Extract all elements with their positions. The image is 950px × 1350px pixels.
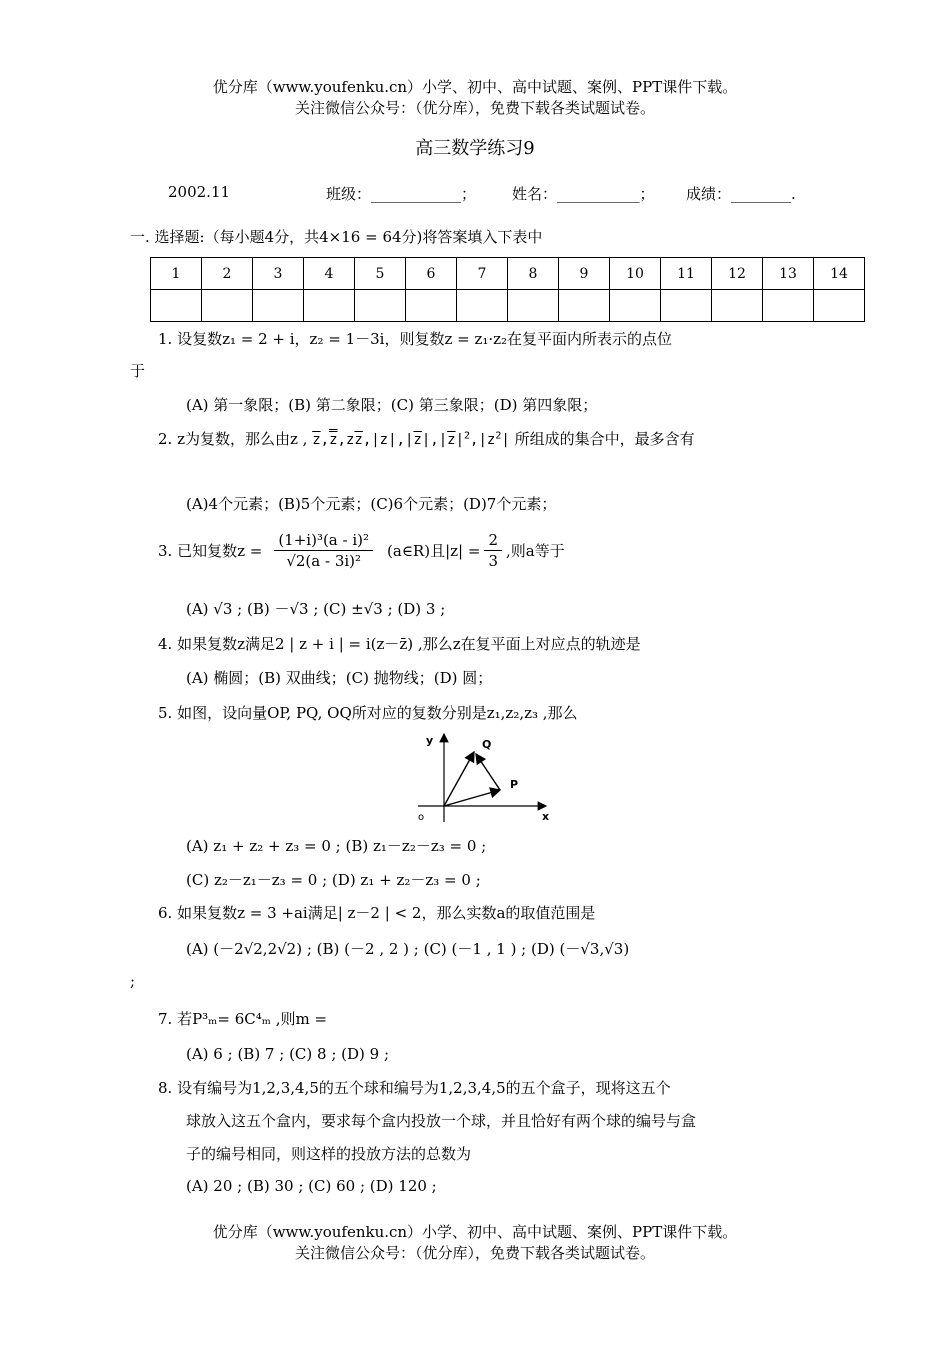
- answer-cell[interactable]: [610, 290, 661, 322]
- answer-col-header: 8: [508, 258, 559, 290]
- q3-suffix: ,则a等于: [505, 542, 565, 560]
- q3-frac-num: 2: [484, 530, 502, 551]
- q3-prefix: 3. 已知复数z =: [158, 542, 263, 560]
- answer-col-header: 4: [304, 258, 355, 290]
- q3-numerator: (1+i)³(a - i)²: [274, 530, 373, 551]
- q3-denominator: √2(a - 3i)²: [286, 552, 362, 570]
- answer-input-row: [151, 290, 865, 322]
- answer-cell[interactable]: [508, 290, 559, 322]
- q3-fraction-small: [484, 530, 502, 571]
- q2-suffix: 所组成的集合中，最多含有: [514, 430, 695, 448]
- q1-stem: 1. 设复数z₁ = 2 + i，z₂ = 1－3i，则复数z = z₁·z₂在复平面内所表示的点位: [158, 330, 673, 348]
- fig-label-q: Q: [482, 738, 492, 751]
- vector-pq: [476, 754, 500, 790]
- q8-stem-2: 球放入这五个盒内，要求每个盒内投放一个球，并且恰好有两个球的编号与盒: [186, 1112, 697, 1130]
- fig-label-x: x: [542, 810, 550, 823]
- fig-label-o: o: [418, 812, 425, 823]
- answer-col-header: 9: [559, 258, 610, 290]
- q4-options: (A) 椭圆；(B) 双曲线；(C) 抛物线；(D) 圆；: [186, 669, 493, 687]
- answer-col-header: 6: [406, 258, 457, 290]
- q2-stem: [158, 428, 695, 449]
- q5-options-b: (C) z₂－z₁－z₃ = 0 ; (D) z₁ + z₂－z₃ = 0 ;: [186, 871, 481, 889]
- answer-cell[interactable]: [712, 290, 763, 322]
- q3-frac-den: 3: [488, 552, 498, 570]
- answer-cell[interactable]: [763, 290, 814, 322]
- answer-col-header: 13: [763, 258, 814, 290]
- answer-col-header: 12: [712, 258, 763, 290]
- section-heading: 一. 选择题:（每小题4分，共4×16 = 64分)将答案填入下表中: [130, 228, 543, 246]
- q2-expr: $\overline{z},z,z\overline{z},|z|,|\overline{z}|,|\overline{z}|^2,|z^2|$: [312, 430, 510, 448]
- vector-oq: [444, 752, 474, 806]
- q6-tail: ;: [130, 972, 136, 990]
- q7-stem: 7. 若P³ₘ= 6C⁴ₘ ,则m =: [158, 1010, 328, 1028]
- vector-op: [444, 790, 500, 806]
- q3-options: (A) √3 ; (B) －√3 ; (C) ±√3 ; (D) 3 ;: [186, 600, 446, 618]
- q1-stem-cont: 于: [130, 362, 146, 380]
- q6-options: (A) (－2√2,2√2) ; (B) (－2 , 2 ) ; (C) (－1 , 1 ) ; (D) (－√3,√3): [186, 940, 630, 958]
- q1-options: (A) 第一象限；(B) 第二象限；(C) 第三象限；(D) 第四象限；: [186, 396, 598, 414]
- answer-col-header: 2: [202, 258, 253, 290]
- q8-stem-1: 8. 设有编号为1,2,3,4,5的五个球和编号为1,2,3,4,5的五个盒子，现将这五个: [158, 1079, 671, 1097]
- q4-stem: 4. 如果复数z满足2 | z + i | = i(z－z̄) ,那么z在复平面上对应点的轨迹是: [158, 635, 641, 653]
- class-field: 班级：____________；: [326, 185, 477, 203]
- q5-stem: 5. 如图，设向量OP, PQ, OQ所对应的复数分别是z₁,z₂,z₃ ,那么: [158, 704, 578, 722]
- answer-cell[interactable]: [457, 290, 508, 322]
- q3-stem: [158, 530, 565, 571]
- header-line-2: 关注微信公众号：（优分库），免费下载各类试题试卷。: [294, 99, 655, 117]
- answer-col-header: 10: [610, 258, 661, 290]
- answer-cell[interactable]: [661, 290, 712, 322]
- answer-cell[interactable]: [151, 290, 202, 322]
- header-line-1: 优分库（www.youfenku.cn）小学、初中、高中试题、案例、PPT课件下载。: [212, 78, 738, 96]
- answer-col-header: 3: [253, 258, 304, 290]
- answer-col-header: 14: [814, 258, 865, 290]
- q2-options: (A)4个元素；(B)5个元素；(C)6个元素；(D)7个元素；: [186, 495, 557, 513]
- answer-cell[interactable]: [355, 290, 406, 322]
- q5-options-a: (A) z₁ + z₂ + z₃ = 0 ; (B) z₁－z₂－z₃ = 0 ;: [186, 837, 487, 855]
- answer-col-header: 11: [661, 258, 712, 290]
- answer-col-header: 7: [457, 258, 508, 290]
- q8-options: (A) 20 ; (B) 30 ; (C) 60 ; (D) 120 ;: [186, 1177, 437, 1195]
- fig-label-p: P: [510, 778, 519, 791]
- answer-cell[interactable]: [304, 290, 355, 322]
- fig-label-y: y: [426, 734, 434, 747]
- answer-cell[interactable]: [253, 290, 304, 322]
- answer-cell[interactable]: [406, 290, 457, 322]
- date: 2002.11: [168, 183, 231, 201]
- q5-vector-figure: [412, 730, 552, 826]
- footer-line-2: 关注微信公众号：（优分库），免费下载各类试题试卷。: [294, 1244, 655, 1262]
- answer-table: [150, 257, 865, 322]
- answer-col-header: 1: [151, 258, 202, 290]
- q3-middle: (a∈R)且|z| =: [387, 542, 481, 560]
- answer-col-header: 5: [355, 258, 406, 290]
- page-title: 高三数学练习9: [415, 138, 535, 159]
- score-field: 成绩：________.: [686, 185, 796, 203]
- answer-cell[interactable]: [202, 290, 253, 322]
- footer-line-1: 优分库（www.youfenku.cn）小学、初中、高中试题、案例、PPT课件下载。: [212, 1223, 738, 1241]
- q8-stem-3: 子的编号相同，则这样的投放方法的总数为: [186, 1145, 472, 1163]
- answer-cell[interactable]: [814, 290, 865, 322]
- q3-fraction: [274, 530, 373, 571]
- answer-header-row: [151, 258, 865, 290]
- q7-options: (A) 6 ; (B) 7 ; (C) 8 ; (D) 9 ;: [186, 1045, 390, 1063]
- name-field: 姓名：___________；: [512, 185, 655, 203]
- answer-cell[interactable]: [559, 290, 610, 322]
- q6-stem: 6. 如果复数z = 3 +ai满足| z－2 | < 2，那么实数a的取值范围是: [158, 904, 596, 922]
- q2-prefix: 2. z为复数，那么由z ,: [158, 430, 308, 448]
